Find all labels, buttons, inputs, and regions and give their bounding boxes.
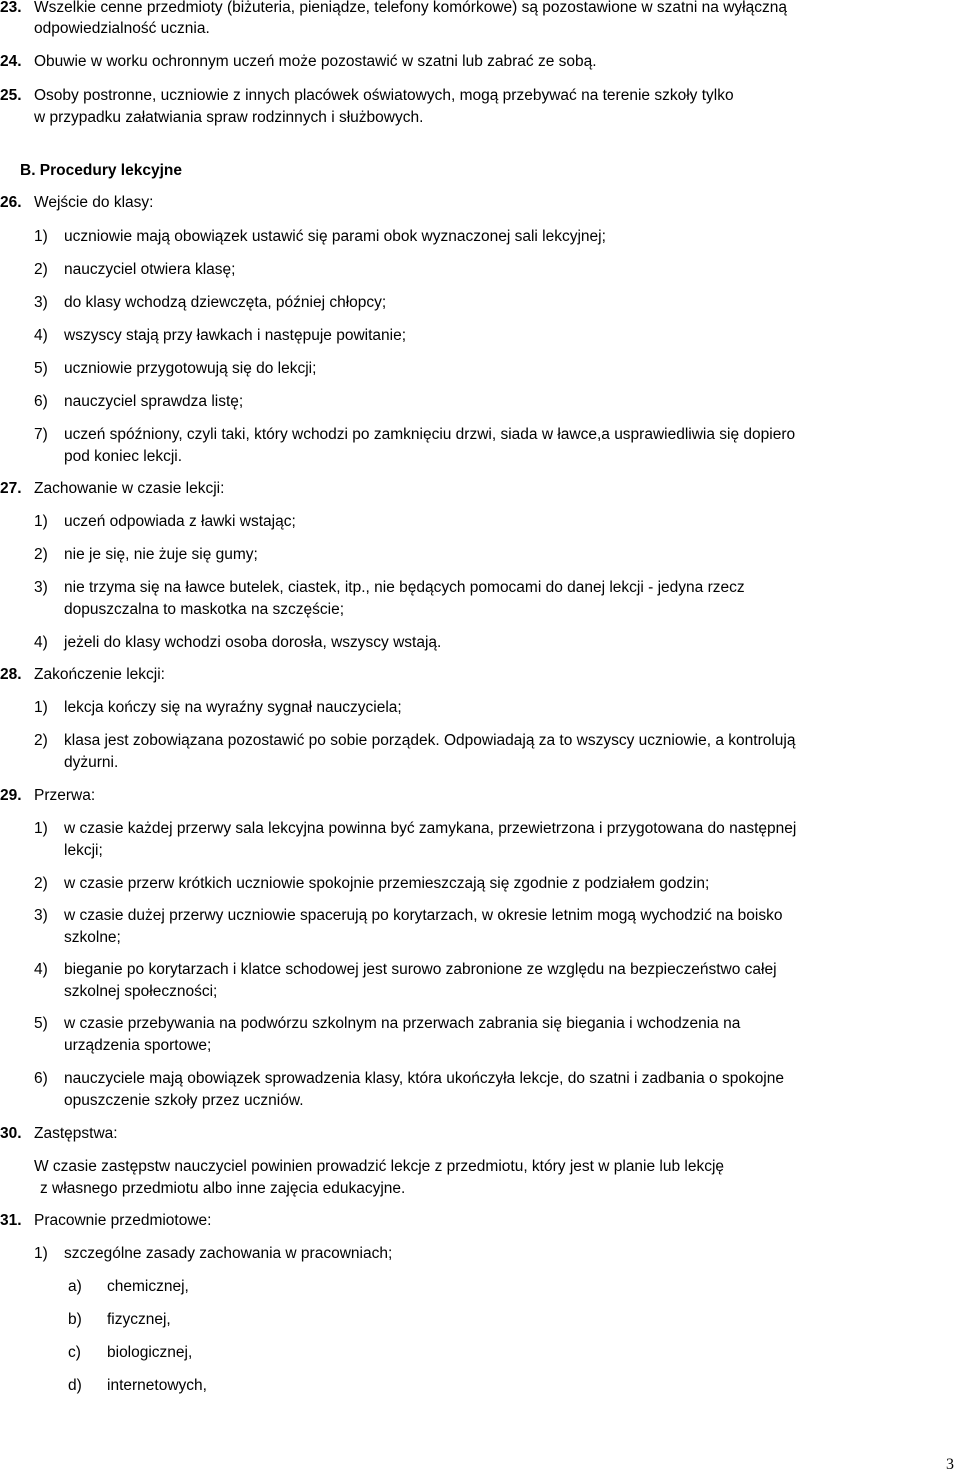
item-27-point-2-number: 2) xyxy=(34,546,48,563)
item-30-text-line1: W czasie zastępstw nauczyciel powinien prowadzić lekcje z przedmiotu, który jest w planie lub lekcję xyxy=(34,1158,725,1175)
item-29-point-6-text-line2: opuszczenie szkoły przez uczniów. xyxy=(64,1092,304,1109)
item-26-point-7-text: uczeń spóźniony, czyli taki, który wchodzi po zamknięciu drzwi, siada w ławce,a usprawiedliwia się dopiero xyxy=(64,426,796,443)
item-30-number: 30. xyxy=(0,1125,22,1142)
item-26-point-4-text: wszyscy stają przy ławkach i następuje powitanie; xyxy=(64,327,407,344)
item-29-point-5-number: 5) xyxy=(34,1015,48,1032)
item-27-point-2-text: nie je się, nie żuje się gumy; xyxy=(64,546,258,563)
item-26-point-1-text: uczniowie mają obowiązek ustawić się parami obok wyznaczonej sali lekcyjnej; xyxy=(64,228,606,245)
item-31-sub-b-text: fizycznej, xyxy=(107,1311,171,1328)
item-26-point-5-number: 5) xyxy=(34,360,48,377)
item-25-text-line2: w przypadku załatwiania spraw rodzinnych i służbowych. xyxy=(34,109,424,126)
item-27-point-3-text-line2: dopuszczalna to maskotka na szczęście; xyxy=(64,601,344,618)
item-31-point-1-number: 1) xyxy=(34,1245,48,1262)
item-26-number: 26. xyxy=(0,194,22,211)
item-31-sub-a-text: chemicznej, xyxy=(107,1278,189,1295)
item-26-point-7-text-line2: pod koniec lekcji. xyxy=(64,448,183,465)
item-29-point-5-text-line2: urządzenia sportowe; xyxy=(64,1037,212,1054)
item-26-point-2-text: nauczyciel otwiera klasę; xyxy=(64,261,236,278)
item-31-sub-a-letter: a) xyxy=(68,1278,82,1295)
item-28-point-1-text: lekcja kończy się na wyraźny sygnał nauczyciela; xyxy=(64,699,402,716)
item-29-point-2-number: 2) xyxy=(34,875,48,892)
item-28-title: Zakończenie lekcji: xyxy=(34,666,165,683)
item-31-sub-d-letter: d) xyxy=(68,1377,82,1394)
item-29-point-1-text: w czasie każdej przerwy sala lekcyjna powinna być zamykana, przewietrzona i przygotowana do następnej xyxy=(64,820,797,837)
item-31-sub-d-text: internetowych, xyxy=(107,1377,207,1394)
item-23-text-line1: Wszelkie cenne przedmioty (biżuteria, pieniądze, telefony komórkowe) są pozostawione w szatni na wyłączną xyxy=(34,0,787,16)
item-28-number: 28. xyxy=(0,666,22,683)
item-31-point-1-text: szczególne zasady zachowania w pracowniach; xyxy=(64,1245,393,1262)
item-24-number: 24. xyxy=(0,53,22,70)
item-28-point-2-text-line2: dyżurni. xyxy=(64,754,119,771)
item-29-point-6-number: 6) xyxy=(34,1070,48,1087)
item-25-text-line1: Osoby postronne, uczniowie z innych placówek oświatowych, mogą przebywać na terenie szkoły tylko xyxy=(34,87,734,104)
item-29-point-1-text-line2: lekcji; xyxy=(64,842,103,859)
item-29-title: Przerwa: xyxy=(34,787,96,804)
item-31-sub-c-letter: c) xyxy=(68,1344,81,1361)
item-25-number: 25. xyxy=(0,87,22,104)
item-29-point-4-text-line2: szkolnej społeczności; xyxy=(64,983,218,1000)
item-26-point-6-text: nauczyciel sprawdza listę; xyxy=(64,393,244,410)
item-23-text-line2: odpowiedzialność ucznia. xyxy=(34,20,210,37)
section-b-heading: B. Procedury lekcyjne xyxy=(20,162,182,179)
item-26-point-7-number: 7) xyxy=(34,426,48,443)
item-26-point-3-number: 3) xyxy=(34,294,48,311)
item-26-title: Wejście do klasy: xyxy=(34,194,154,211)
item-27-number: 27. xyxy=(0,480,22,497)
item-29-point-4-number: 4) xyxy=(34,961,48,978)
item-27-point-1-number: 1) xyxy=(34,513,48,530)
item-29-point-5-text: w czasie przebywania na podwórzu szkolnym na przerwach zabrania się biegania i wchodzenia na xyxy=(64,1015,741,1032)
item-29-point-6-text: nauczyciele mają obowiązek sprowadzenia klasy, która ukończyła lekcje, do szatni i zadbania o spokojne xyxy=(64,1070,784,1087)
item-31-number: 31. xyxy=(0,1212,22,1229)
item-29-point-4-text: bieganie po korytarzach i klatce schodowej jest surowo zabronione ze względu na bezpieczeństwo całej xyxy=(64,961,777,978)
item-26-point-4-number: 4) xyxy=(34,327,48,344)
item-24-text: Obuwie w worku ochronnym uczeń może pozostawić w szatni lub zabrać ze sobą. xyxy=(34,53,597,70)
item-26-point-2-number: 2) xyxy=(34,261,48,278)
item-27-point-1-text: uczeń odpowiada z ławki wstając; xyxy=(64,513,296,530)
item-26-point-5-text: uczniowie przygotowują się do lekcji; xyxy=(64,360,317,377)
item-29-point-2-text: w czasie przerw krótkich uczniowie spokojnie przemieszczają się zgodnie z podziałem godzin; xyxy=(64,875,710,892)
item-26-point-6-number: 6) xyxy=(34,393,48,410)
item-23-number: 23. xyxy=(0,0,22,16)
item-27-point-4-text: jeżeli do klasy wchodzi osoba dorosła, wszyscy wstają. xyxy=(64,634,442,651)
item-27-title: Zachowanie w czasie lekcji: xyxy=(34,480,225,497)
item-27-point-3-text: nie trzyma się na ławce butelek, ciastek, itp., nie będących pomocami do danej lekcji - jedyna rzecz xyxy=(64,579,745,596)
item-28-point-2-number: 2) xyxy=(34,732,48,749)
item-30-text-line2: z własnego przedmiotu albo inne zajęcia edukacyjne. xyxy=(40,1180,406,1197)
item-29-point-3-text-line2: szkolne; xyxy=(64,929,121,946)
item-27-point-3-number: 3) xyxy=(34,579,48,596)
item-29-number: 29. xyxy=(0,787,22,804)
item-31-title: Pracownie przedmiotowe: xyxy=(34,1212,212,1229)
page-number: 3 xyxy=(946,1456,954,1473)
item-28-point-2-text: klasa jest zobowiązana pozostawić po sobie porządek. Odpowiadają za to wszyscy uczniowie, a kontrolują xyxy=(64,732,796,749)
item-29-point-3-number: 3) xyxy=(34,907,48,924)
item-26-point-1-number: 1) xyxy=(34,228,48,245)
item-29-point-1-number: 1) xyxy=(34,820,48,837)
item-31-sub-c-text: biologicznej, xyxy=(107,1344,193,1361)
item-26-point-3-text: do klasy wchodzą dziewczęta, później chłopcy; xyxy=(64,294,387,311)
item-31-sub-b-letter: b) xyxy=(68,1311,82,1328)
item-28-point-1-number: 1) xyxy=(34,699,48,716)
item-29-point-3-text: w czasie dużej przerwy uczniowie spacerują po korytarzach, w okresie letnim mogą wychodzić na boisko xyxy=(64,907,783,924)
item-30-title: Zastępstwa: xyxy=(34,1125,118,1142)
item-27-point-4-number: 4) xyxy=(34,634,48,651)
